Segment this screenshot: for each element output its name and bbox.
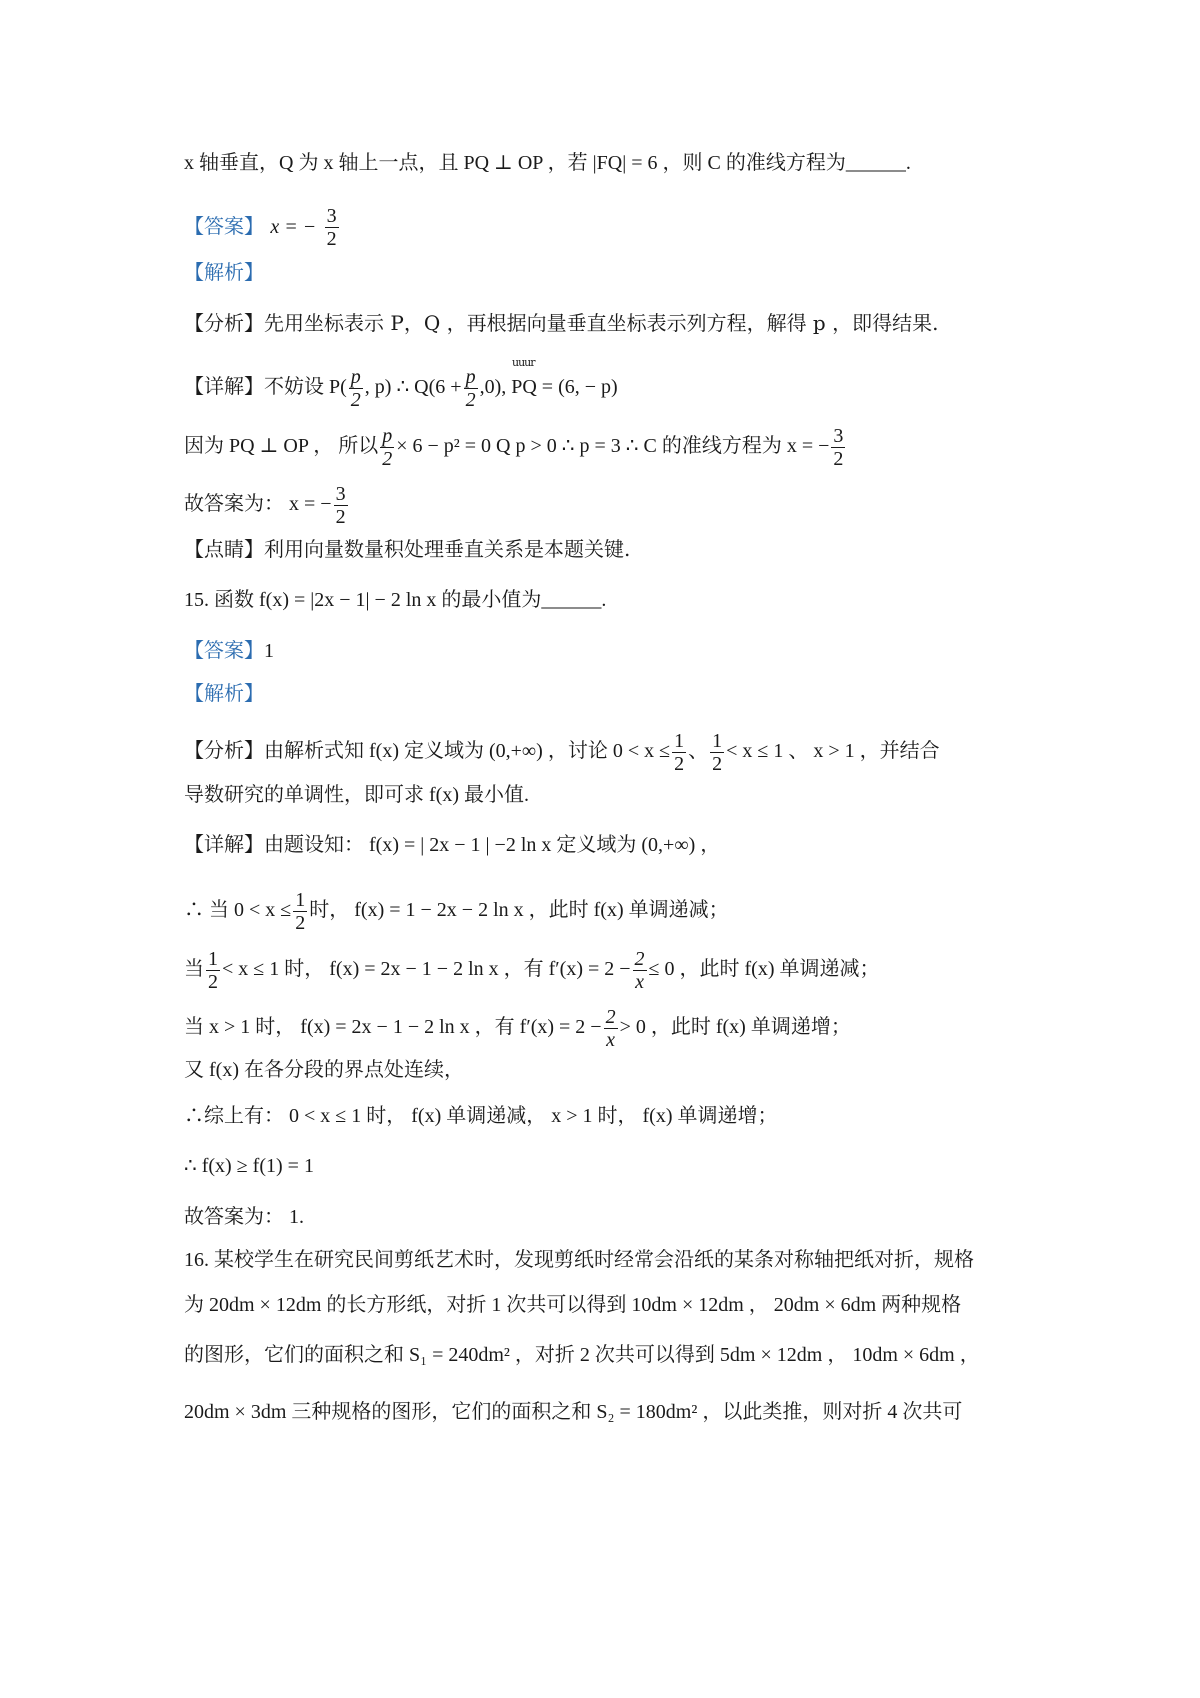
problem14-tail: x 轴垂直，Q 为 x 轴上一点，且 PQ ⊥ OP ，若 |FQ| = 6 ，则 C 的准线方程为______. — [184, 152, 911, 174]
problem16-line2: 为 20dm × 12dm 的长方形纸，对折 1 次共可以得到 10dm × 12dm ， 20dm × 6dm 两种规格 — [184, 1294, 962, 1316]
fraction: $\frac{p}{2}$ — [382, 425, 393, 470]
fraction: $\frac{1}{2}$ — [208, 948, 218, 993]
analysis-tag-2: 【解析】 — [184, 681, 264, 705]
xiangjie14: 【详解】不妨设 P( $\frac{p}{2}$ , p) ∴ Q(6 + $\frac{p}{2}$ ,0), PQ = (6, − p) — [184, 366, 618, 411]
case3: 当 x > 1 时， f(x) = 2x − 1 − 2 ln x ，有 f′(x) = 2 − $\frac{2}{x}$ > 0 ，此时 f(x) 单调递增； — [184, 1006, 851, 1051]
fraction: $\frac{p}{2}$ — [465, 366, 476, 411]
dianjing14: 【点睛】利用向量数量积处理垂直关系是本题关键. — [184, 537, 631, 561]
final-answer14: 故答案为： x = − $\frac{3}{2}$ — [184, 483, 346, 528]
problem15: 15. 函数 f(x) = |2x − 1| − 2 ln x 的最小值为______. — [184, 589, 607, 611]
problem16-line4: 20dm × 3dm 三种规格的图形，它们的面积之和 S₂ = 180dm² ，以此类推，则对折 4 次共可 — [184, 1401, 963, 1423]
because-line: 因为 PQ ⊥ OP ， 所以 $\frac{p}{2}$ × 6 − p² = 0 Q p > 0 ∴ p = 3 ∴ C 的准线方程为 x = − $\frac{3}{2}$ — [184, 425, 844, 470]
fraction: $\frac{2}{x}$ — [634, 948, 645, 993]
fraction: $\frac{3}{2}$ — [326, 205, 337, 250]
fenxi14: 【分析】先用坐标表示 P，Q ，再根据向量垂直坐标表示列方程，解得 p ，即得结果. — [184, 311, 939, 335]
continuity-line: 又 f(x) 在各分段的界点处连续， — [184, 1059, 464, 1081]
fraction: $\frac{1}{2}$ — [712, 730, 723, 775]
xiangjie15: 【详解】由题设知： f(x) = | 2x − 1 | −2 ln x 定义域为 (0,+∞) ， — [184, 834, 721, 856]
answer14: 【答案】 x = − $\frac{3}{2}$ — [184, 205, 337, 250]
answer15: 【答案】1 — [184, 638, 274, 662]
analysis-tag: 【解析】 — [184, 260, 264, 284]
fenxi15-cont: 导数研究的单调性，即可求 f(x) 最小值. — [184, 784, 529, 806]
fraction: $\frac{1}{2}$ — [295, 889, 306, 934]
fraction: $\frac{3}{2}$ — [833, 425, 844, 470]
final-answer15: 故答案为： 1. — [184, 1206, 304, 1228]
problem16-line1: 16. 某校学生在研究民间剪纸艺术时，发现剪纸时经常会沿纸的某条对称轴把纸对折，规格 — [184, 1249, 974, 1271]
fraction: $\frac{1}{2}$ — [674, 730, 685, 775]
problem16-line3: 的图形，它们的面积之和 S₁ = 240dm² ，对折 2 次共可以得到 5dm × 12dm ， 10dm × 6dm ， — [184, 1344, 980, 1366]
case1: ∴ 当 0 < x ≤ $\frac{1}{2}$ 时， f(x) = 1 − 2x − 2 ln x ，此时 f(x) 单调递减； — [184, 889, 729, 934]
case2: 当 $\frac{1}{2}$ < x ≤ 1 时， f(x) = 2x − 1 − 2 ln x ，有 f′(x) = 2 − $\frac{2}{x}$ ≤ 0 ，此时 f(x) 单调递减； — [184, 948, 880, 993]
answer-tag: 【答案】 — [184, 214, 264, 238]
min-value-line: ∴ f(x) ≥ f(1) = 1 — [184, 1155, 314, 1177]
fraction: $\frac{2}{x}$ — [605, 1006, 616, 1051]
fraction: $\frac{p}{2}$ — [350, 366, 361, 411]
fraction: $\frac{3}{2}$ — [335, 483, 346, 528]
fenxi15: 【分析】由解析式知 f(x) 定义域为 (0,+∞) ，讨论 0 < x ≤ $\frac{1}{2}$ 、 $\frac{1}{2}$ < x ≤ 1 、 x > 1 ，并结合 — [184, 730, 940, 775]
vector-arrow-mark: uuur — [512, 356, 535, 369]
summary-line: ∴综上有： 0 < x ≤ 1 时， f(x) 单调递减， x > 1 时， f(x) 单调递增； — [184, 1105, 778, 1127]
